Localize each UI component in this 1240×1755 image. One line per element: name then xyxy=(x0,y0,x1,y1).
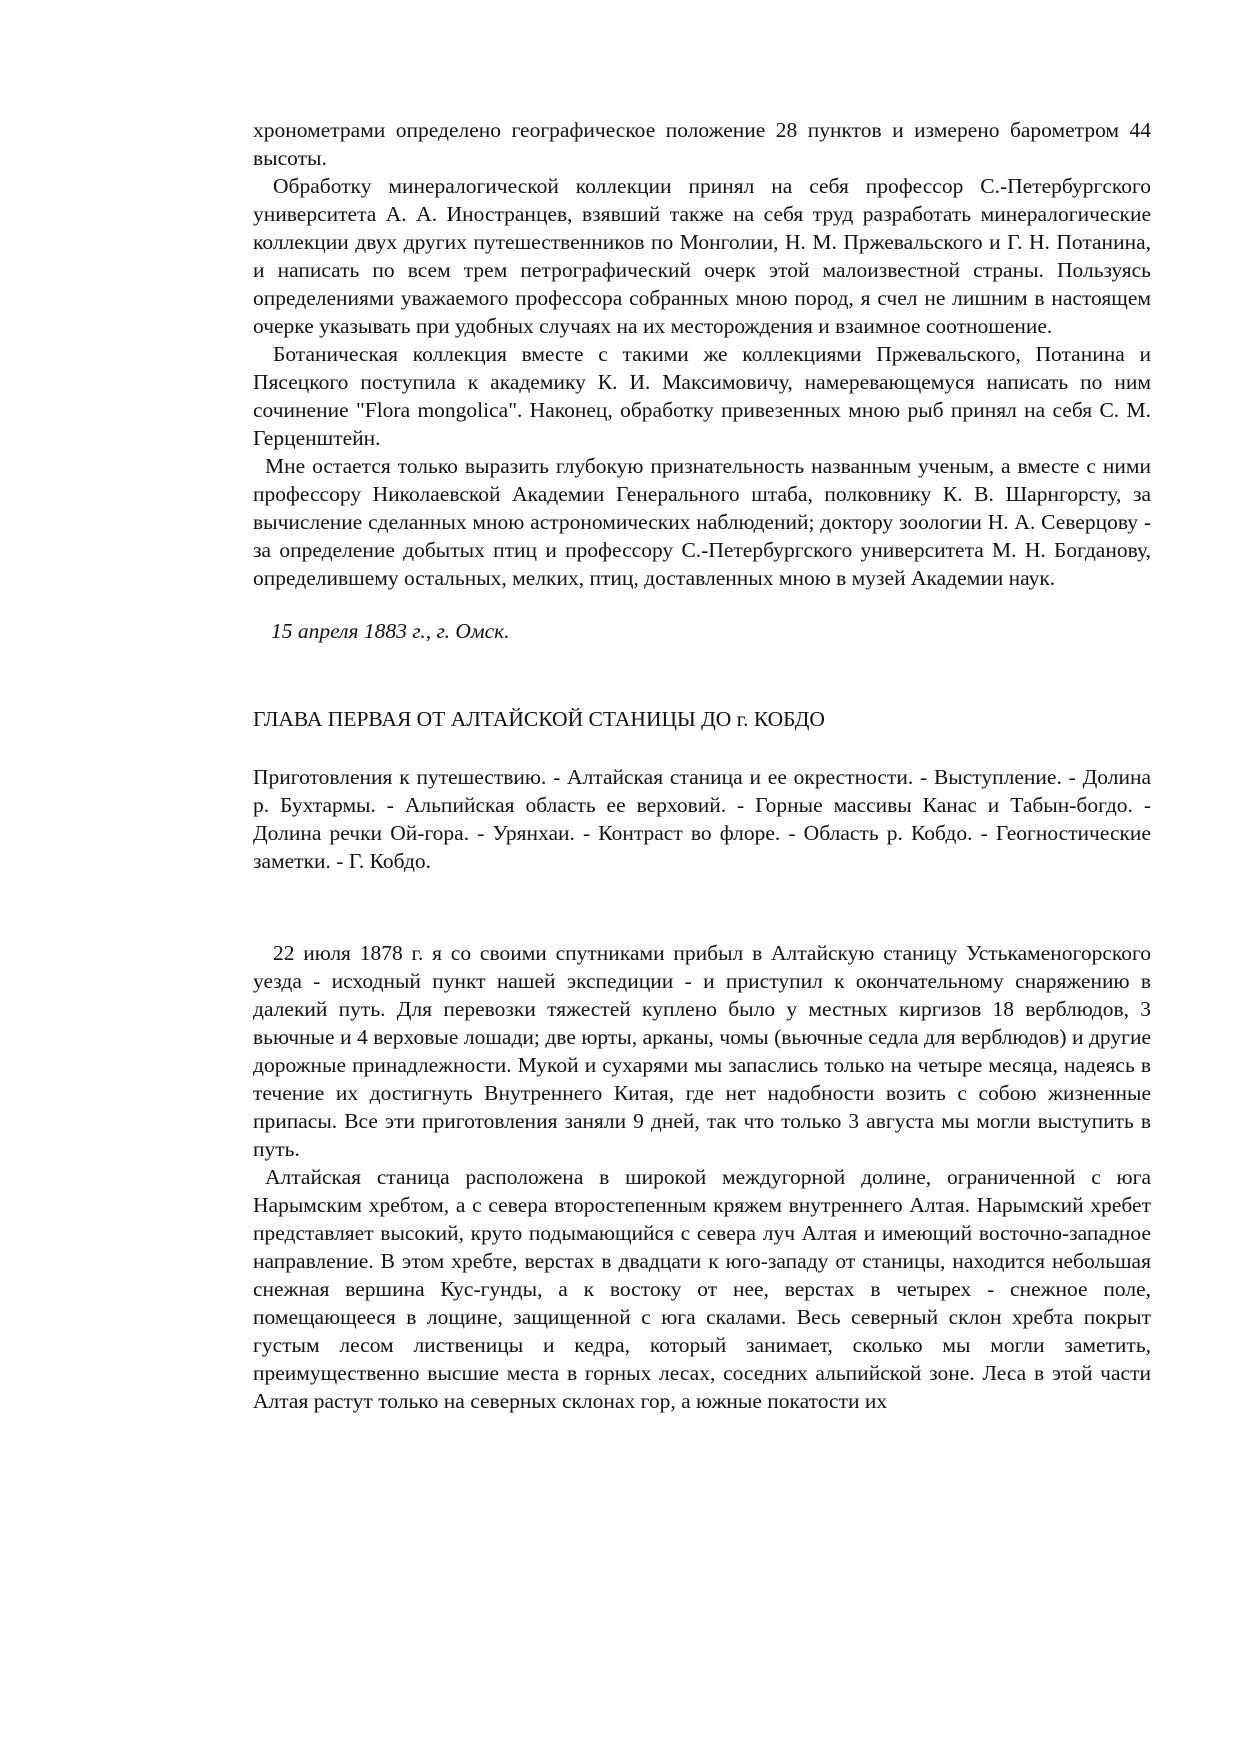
chapter-summary: Приготовления к путешествию. - Алтайская станица и ее окрестности. - Выступление. - Долина р. Бухтармы. - Альпийская область ее верховий. - Горные массивы Канас и Табын-богдо. - Долина речки Ой-гора. - Урянхаи. - Контраст во флоре. - Область р. Кобдо. - Геогностические заметки. - Г. Кобдо. xyxy=(253,765,1151,873)
paragraph-mineralogy: Обработку минералогической коллекции принял на себя профессор С.-Петербургского университета А. А. Иностранцев, взявший также на себя труд разработать минералогические коллекции двух других путешественников по Монголии, Н. М. Пржевальского и Г. Н. Потанина, и написать по всем трем петрографический очерк этой малоизвестной страны. Пользуясь определениями уважаемого профессора собранных мною пород, я счел не лишним в настоящем очерке указывать при удобных случаях на их месторождения и взаимное соотношение. xyxy=(253,174,1151,338)
paragraph-arrival: 22 июля 1878 г. я со своими спутниками прибыл в Алтайскую станицу Устькаменогорского уезда - исходный пункт нашей экспедиции - и приступил к окончательному снаряжению в далекий путь. Для перевозки тяжестей куплено было у местных киргизов 18 верблюдов, 3 вьючные и 4 верховые лошади; две юрты, арканы, чомы (вьючные седла для верблюдов) и другие дорожные принадлежности. Мукой и сухарями мы запаслись только на четыре месяца, надеясь в течение их достигнуть Внутреннего Китая, где нет надобности возить с собою жизненные припасы. Все эти приготовления заняли 9 дней, так что только 3 августа мы могли выступить в путь. xyxy=(253,941,1151,1161)
paragraph-botany: Ботаническая коллекция вместе с такими же коллекциями Пржевальского, Потанина и Пясецкого поступила к академику К. И. Максимовичу, намеревающемуся написать по ним сочинение "Flora mongolica". Наконец, обработку привезенных мною рыб принял на себя С. М. Герценштейн. xyxy=(253,342,1151,450)
chapter-title: ГЛАВА ПЕРВАЯ ОТ АЛТАЙСКОЙ СТАНИЦЫ ДО г. КОБДО xyxy=(253,707,825,731)
paragraph-gratitude: Мне остается только выразить глубокую признательность названным ученым, а вместе с ними профессору Николаевской Академии Генерального штаба, полковнику К. В. Шарнгорсту, за вычисление сделанных мною астрономических наблюдений; доктору зоологии Н. А. Северцову - за определение добытых птиц и профессору С.-Петербургского университета М. Н. Богданову, определившему остальных, мелких, птиц, доставленных мною в музей Академии наук. xyxy=(253,454,1151,590)
paragraph-chronometers: хронометрами определено географическое положение 28 пунктов и измерено барометром 44 высоты. xyxy=(253,118,1151,170)
date-line: 15 апреля 1883 г., г. Омск. xyxy=(271,619,510,643)
paragraph-altai-stanitsa: Алтайская станица расположена в широкой междугорной долине, ограниченной с юга Нарымским хребтом, а с севера второстепенным кряжем внутреннего Алтая. Нарымский хребет представляет высокий, круто подымающийся с севера луч Алтая и имеющий восточно-западное направление. В этом хребте, верстах в двадцати к юго-западу от станицы, находится небольшая снежная вершина Кус-гунды, а к востоку от нее, верстах в четырех - снежное поле, помещающееся в лощине, защищенной с юга скалами. Весь северный склон хребта покрыт густым лесом лиственицы и кедра, который занимает, сколько мы могли заметить, преимущественно высшие места в горных лесах, соседних альпийской зоне. Леса в этой части Алтая растут только на северных склонах гор, а южные покатости их xyxy=(253,1165,1151,1413)
document-page xyxy=(253,116,1151,1415)
